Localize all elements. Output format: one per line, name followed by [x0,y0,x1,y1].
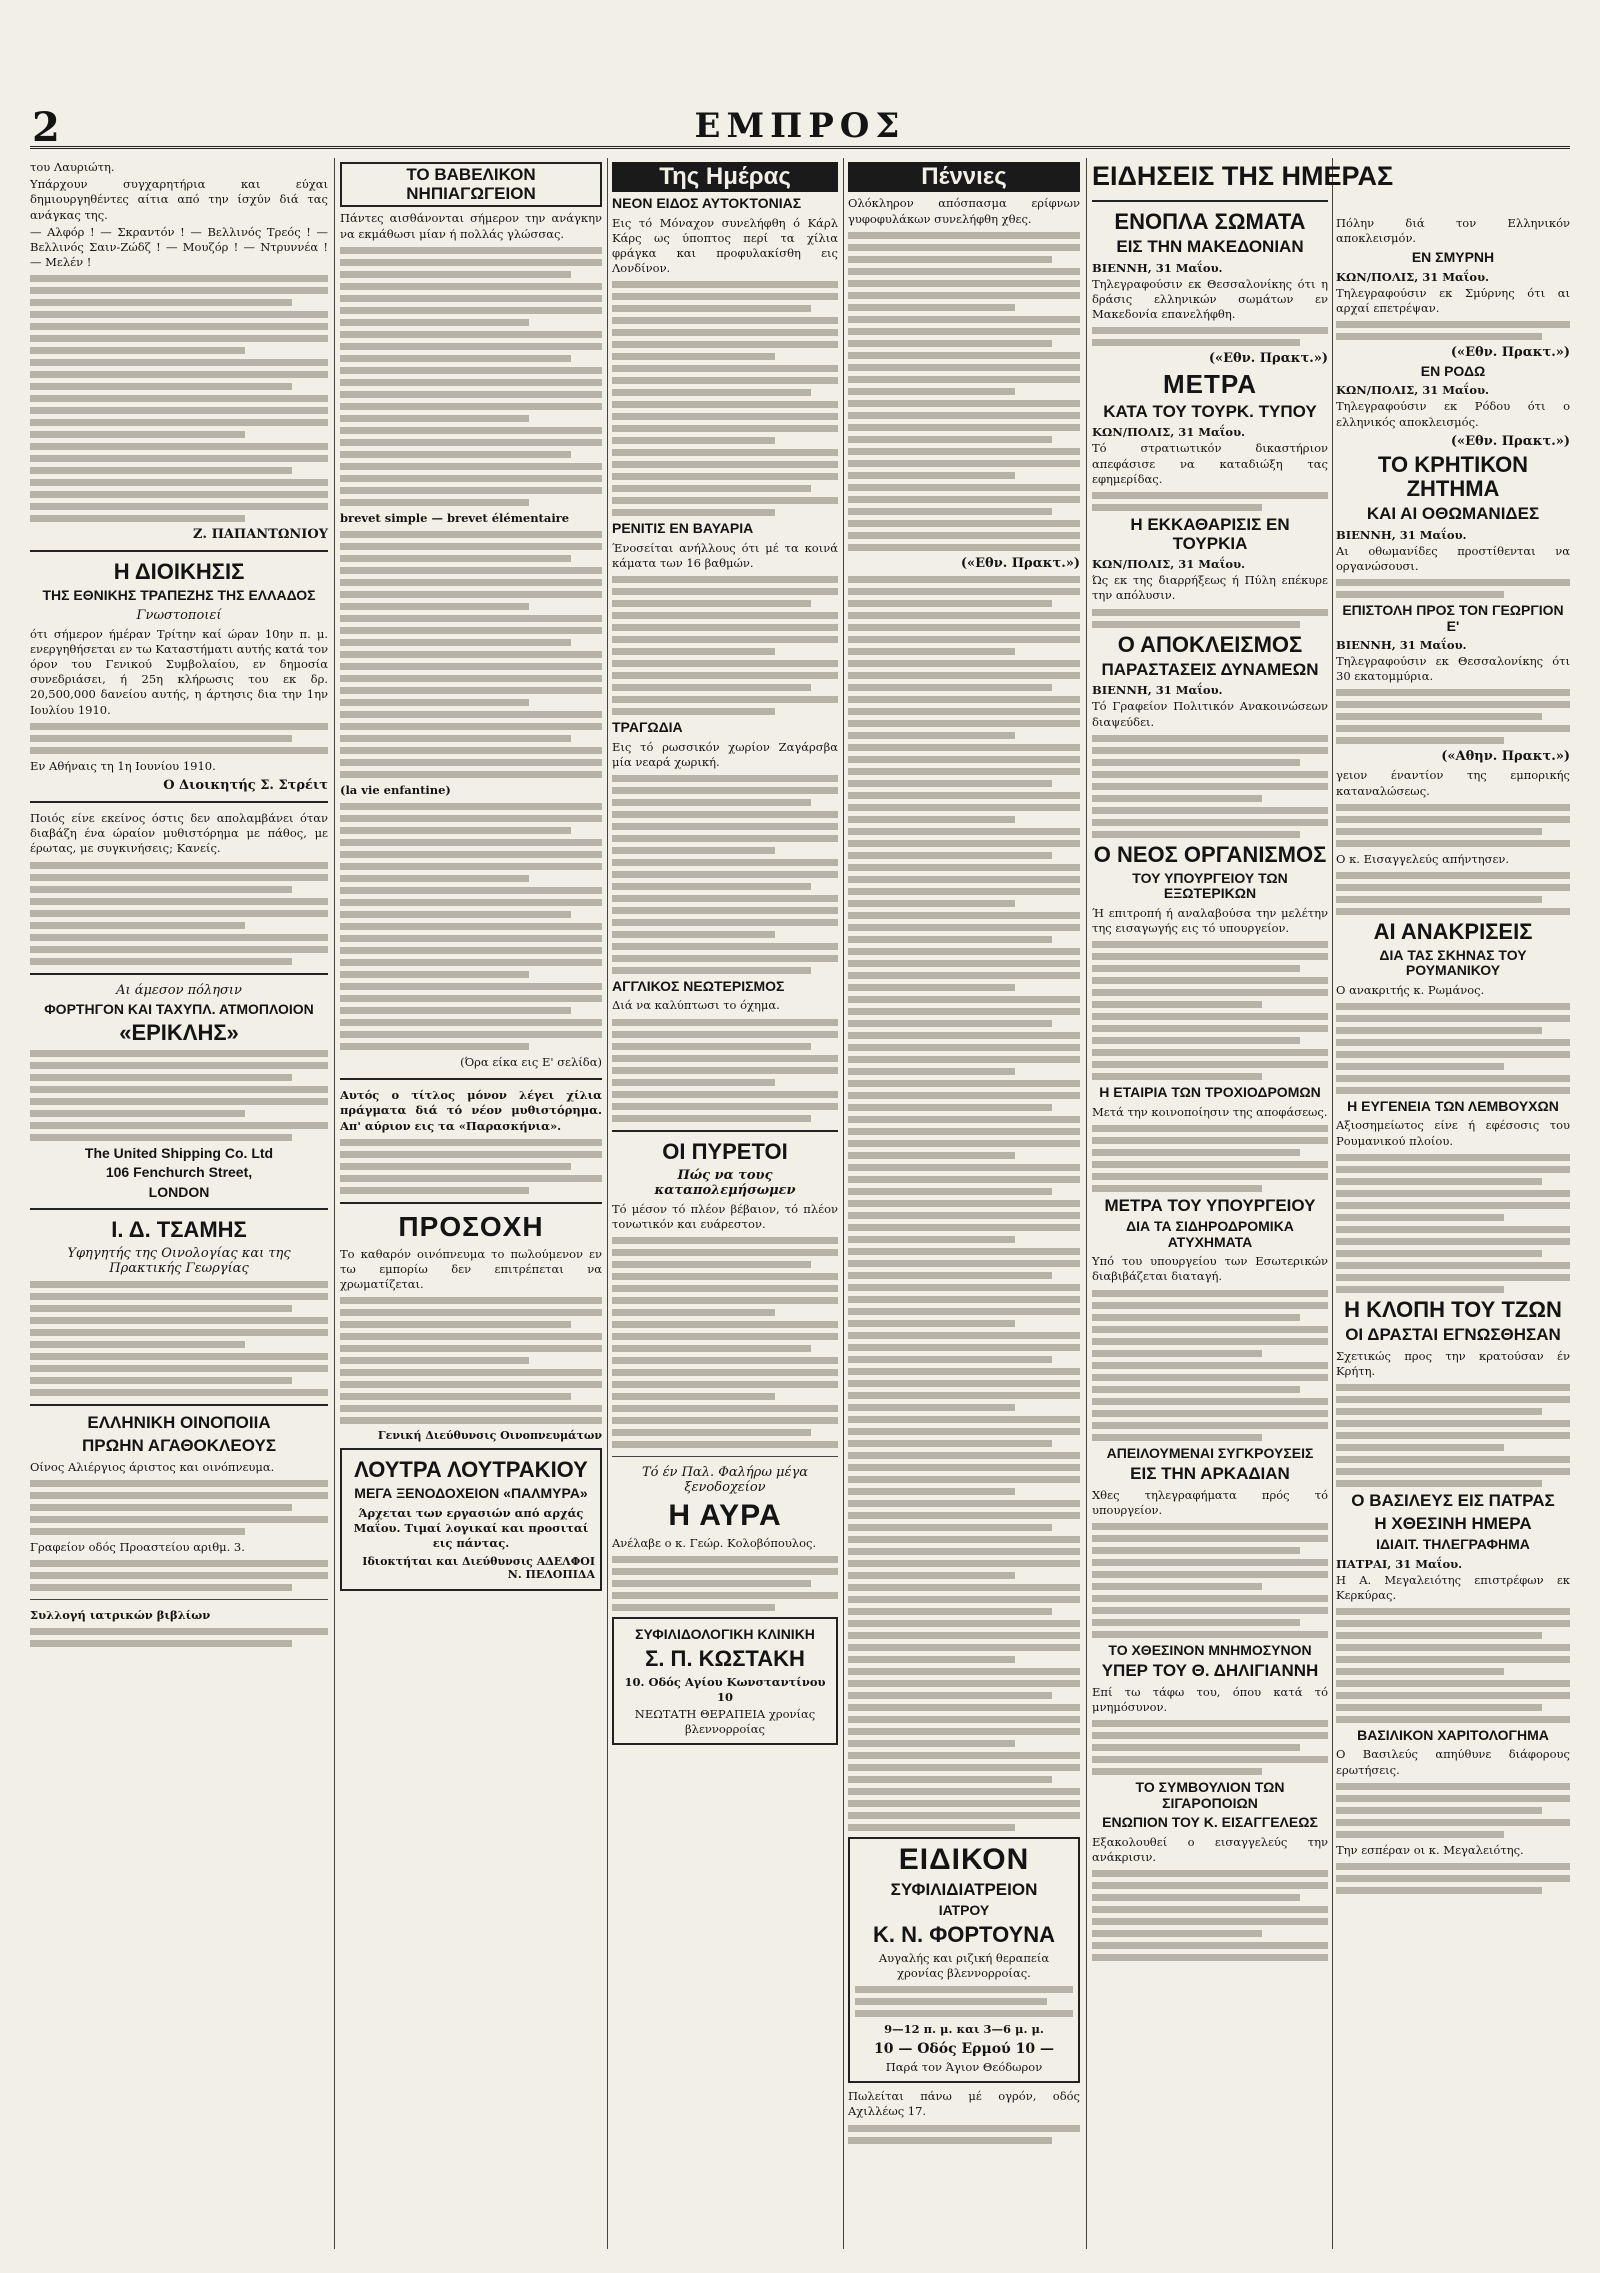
column-5 [1092,158,1394,2251]
notice-signature: Ο Διοικητής Σ. Στρέιτ [163,777,328,793]
fevers-text: Τό μέσον τό πλέον βέβαιον, τό πλέον τονωτικόν και ευάρεστον. [612,1201,838,1231]
c6-h4: ΑΙ ΑΝΑΚΡΙΣΕΙΣ [1373,918,1533,944]
h4b: ΠΑΡΑΣΤΑΣΕΙΣ ΔΥΝΑΜΕΩΝ [1101,659,1319,679]
special-clinic-ad [848,1837,1080,2083]
c6-dateline-3b: ΒΙΕΝΝΗ, 31 Μαΐου. [1336,638,1467,652]
h9: ΤΟ ΧΘΕΣΙΝΟΝ ΜΝΗΜΟΣΥΝΟΝ [1108,1641,1312,1658]
c6-text-9: Την εσπέραν οι κ. Μεγαλειότης. [1336,1842,1524,1857]
notice-subtitle: ΤΗΣ ΕΘΝΙΚΗΣ ΤΡΑΠΕΖΗΣ ΤΗΣ ΕΛΛΑΔΟΣ [42,587,316,604]
sig-1: («Εθν. Πρακτ.») [1208,351,1328,367]
kicker-3: ΤΡΑΓΩΔΙΑ [612,719,683,736]
c6-h6: Η ΚΛΟΠΗ ΤΟΥ ΤΖΩΝ [1344,1296,1562,1322]
text-9: Επί τω τάφω του, όπου κατά τό μνημόσυνον. [1092,1685,1328,1715]
kindergarten-title: ΤΟ ΒΑΒΕΛΙΚΟΝ ΝΗΠΙΑΓΩΓΕΙΟΝ [340,162,602,207]
c6-dateline-7: ΠΑΤΡΑΙ, 31 Μαΐου. [1336,1556,1463,1571]
item-4: Διά να καλύπτωσι το όχημα. [612,998,780,1013]
shipping-city: LONDON [148,1183,210,1200]
notice-label: Γνωστοποιεί [136,607,222,623]
text-5: Ή επιτροπή ή αναλαβούσα την μελέτην της εισαγωγής εις τό υπουργείον. [1092,905,1328,935]
dateline-4: ΒΙΕΝΝΗ, 31 Μαΐου. [1092,683,1223,698]
h5b: ΤΟΥ ΥΠΟΥΡΓΕΙΟΥ ΤΩΝ ΕΞΩΤΕΡΙΚΩΝ [1132,870,1288,902]
notice-text: ότι σήμερον ήμέραν Τρίτην καί ώραν 10ην π. μ. ενεργηθήσεται εν τω Καταστήματι αυτής κατά τον όρον του Γενικού Συμβολαίου, εν δημοσία συνεδριάσει, ή 25η κλήρωσις του εκ δρ. 20,500,000 δανείου αυτής, η άρτησις δια την 1ην Ιουλίου 1910. [30,626,328,717]
clinic-title: ΣΥΦΙΛΙΔΟΛΟΓΙΚΗ ΚΛΙΝΙΚΗ [635,1626,815,1643]
h1b: ΕΙΣ ΤΗΝ ΜΑΚΕΔΟΝΙΑΝ [1116,236,1304,256]
column-1 [30,158,328,2251]
column-rule [1086,158,1087,2249]
special-doctor: Κ. Ν. ΦΟΡΤΟΥΝΑ [872,1921,1056,1947]
kicker-1: ΝΕΟΝ ΕΙΔΟΣ ΑΥΤΟΚΤΟΝΙΑΣ [612,195,802,212]
clinic-name: Σ. Π. ΚΩΣΤΑΚΗ [645,1645,805,1671]
kicker-4: ΑΓΓΛΙΚΟΣ ΝΕΩΤΕΡΙΣΜΟΣ [612,977,785,994]
c6-text-3c: γειον έναντίον της εμπορικής καταναλώσεως. [1336,768,1570,798]
column-rule [843,158,844,2249]
article-intro-1: του Λαυριώτη. [30,160,115,174]
c6-text-4: Ο ανακριτής κ. Ρωμάνος. [1336,982,1485,997]
c6-h8: ΒΑΣΙΛΙΚΟΝ ΧΑΡΙΤΟΛΟΓΗΜΑ [1357,1727,1549,1744]
c6-h4b: ΔΙΑ ΤΑΣ ΣΚΗΝΑΣ ΤΟΥ ΡΟΥΜΑΝΙΚΟΥ [1379,947,1527,979]
special-hours: 9—12 π. μ. και 3—6 μ. μ. [884,2022,1044,2037]
clinic-text: ΝΕΩΤΑΤΗ ΘΕΡΑΠΕΙΑ χρονίας βλεννορροίας [634,1707,816,1737]
c6-text-2: Τηλεγραφούσιν εκ Ρόδου ότι ο ελληνικός αποκλεισμός. [1336,399,1570,429]
h6: Η ΕΤΑΙΡΙΑ ΤΩΝ ΤΡΟΧΙΟΔΡΟΜΩΝ [1099,1084,1321,1101]
h10b: ΕΝΩΠΙΟΝ ΤΟΥ Κ. ΕΙΣΑΓΓΕΛΕΩΣ [1102,1814,1318,1831]
h8b: ΕΙΣ ΤΗΝ ΑΡΚΑΔΙΑΝ [1130,1463,1290,1483]
text-8: Χθες τηλεγραφήματα πρός τό υπουργείον. [1092,1487,1328,1517]
special-name: ΣΥΦΙΛΙΔΙΑΤΡΕΙΟΝ [890,1879,1038,1899]
item-3: Εις τό ρωσσικόν χωρίον Ζαγάρσβα μία νεαρά χωρική. [612,739,838,769]
column-rule [1332,158,1333,2249]
text-10: Εξακολουθεί ο εισαγγελεύς την ανάκρισιν. [1092,1834,1328,1864]
item-2: Ένοσείται ανήλλους ότι μέ τα κοινά κάματα των 16 βαθμών. [612,540,838,571]
dateline-1: ΒΙΕΝΝΗ, 31 Μαΐου. [1092,260,1223,275]
column-rule [334,158,335,2249]
c6-h7: Ο ΒΑΣΙΛΕΥΣ ΕΙΣ ΠΑΤΡΑΣ [1351,1490,1555,1510]
special-title: ΕΙΔΙΚΟΝ [898,1842,1030,1876]
item-1: Εις τό Μόναχον συνελήφθη ό Κάρλ Κάρς ως ύποπτος περί τα χίλια φράγκα και προφυλακίσθη εις Λονδίνον. [612,215,838,276]
kicker-2: ΡΕΝΙΤΙΣ ΕΝ ΒΑΥΑΡΙΑ [612,520,754,537]
kindergarten-opening: Πάντες αισθάνονται σήμερον την ανάγκην να εκμάθωσι μίαν ή πολλάς γλώσσας. [340,211,602,241]
c6-sig-1: («Εθν. Πρακτ.») [1450,345,1570,361]
column-header-pennies: Πέννιες [848,162,1080,192]
column-4 [848,158,1080,2251]
c6-sig-2: («Εθν. Πρακτ.») [1450,433,1570,449]
clinic-ad [612,1617,838,1745]
c6-h7b: Η ΧΘΕΣΙΝΗ ΗΜΕΡΑ [1374,1513,1532,1533]
shipping-title: ΦΟΡΤΗΓΟΝ ΚΑΙ ΤΑΧΥΠΛ. ΑΤΜΟΠΛΟΙΟΝ [44,1000,314,1017]
c6-text-3b: Τηλεγραφούσιν εκ Θεσσαλονίκης ότι 30 εκατομμύρια. [1336,654,1570,684]
h7b: ΔΙΑ ΤΑ ΣΙΔΗΡΟΔΡΟΜΙΚΑ ΑΤΥΧΗΜΑΤΑ [1126,1218,1294,1250]
special-text: Αυγαλής και ριζική θεραπεία χρονίας βλεννορροίας. [878,1951,1050,1981]
c6-h2: ΕΝ ΡΟΔΩ [1420,363,1486,380]
page-number: 2 [32,104,60,151]
shipping-ship-name: «ΕΡΙΚΛΗΣ» [119,1019,239,1045]
kindergarten-note: (Όρα είκα εις Ε' σελίδα) [460,1055,602,1070]
c6-text-5: Αξιοσημείωτος είνε ή εφέσοσις του Ρουμανικού πλοίου. [1336,1118,1570,1148]
article-signature: Ζ. ΠΑΠΑΝΤΩΝΙΟΥ [193,527,328,543]
h8: ΑΠΕΙΛΟΥΜΕΝΑΙ ΣΥΓΚΡΟΥΣΕΙΣ [1106,1444,1314,1461]
c6-h3b: ΚΑΙ ΑΙ ΟΘΩΜΑΝΙΔΕΣ [1366,504,1540,524]
column-6 [1336,214,1570,2251]
dateline-3: ΚΩΝ/ΠΟΛΙΣ, 31 Μαΐου. [1092,557,1246,572]
text-4: Τό Γραφείον Πολιτικόν Ανακοινώσεων διαψεύδει. [1092,699,1328,729]
shipping-intro: Αι άμεσον πόλησιν [116,982,242,998]
h4: Ο ΑΠΟΚΛΕΙΣΜΟΣ [1117,631,1303,657]
text-6: Μετά την κοινοποίησιν της αποφάσεως. [1092,1104,1328,1119]
c6-text-6: Σχετικώς προς την κρατούσαν έν Κρήτη. [1336,1348,1570,1378]
novel-ad: Αυτός ο τίτλος μόνον λέγει χίλια πράγματα διά τό νέον μυθιστόρημα. Απ' αύριον εις τα «Παρασκήνια». [340,1088,602,1133]
h2b: ΚΑΤΑ ΤΟΥ ΤΟΥΡΚ. ΤΥΠΟΥ [1103,401,1317,421]
baths-subtitle: ΜΕΓΑ ΞΕΝΟΔΟΧΕΙΟΝ «ΠΑΛΜΥΡΑ» [354,1485,588,1502]
fevers-title: ΟΙ ΠΥΡΕΤΟΙ [662,1138,788,1164]
notice-date: Εν Αθήναις τη 1η Ιουνίου 1910. [30,758,216,773]
baths-ad [340,1448,602,1591]
pennies-opening: Ολόκληρον απόσπασμα ερίφνων γυφοφυλάκων συνελήφθη χθες. [848,196,1080,226]
column-2 [340,158,602,2251]
aura-text: Ανέλαβε ο κ. Γεώρ. Κολοβόπουλος. [612,1536,817,1551]
baths-title: ΛΟΥΤΡΑ ΛΟΥΤΡΑΚΙΟΥ [354,1457,588,1483]
c6-h7c: ΙΔΙΑΙΤ. ΤΗΛΕΓΡΑΦΗΜΑ [1376,1536,1530,1553]
aura-intro: Τό έν Παλ. Φαλήρω μέγα ξενοδοχείον [641,1465,809,1496]
special-sub: ΙΑΤΡΟΥ [938,1902,990,1919]
c6-sig-3: («Αθην. Πρακτ.») [1441,749,1570,765]
novel-ad-text: Ποιός είνε εκείνος όστις δεν απολαμβάνει όταν διαβάζη ένα ώραίον μυθιστόρημα με πάθος, με έρωτας, με συγκινήσεις; Κανείς. [30,810,328,856]
dateline-2: ΚΩΝ/ΠΟΛΙΣ, 31 Μαΐου. [1092,425,1246,440]
c6-text-7: Η Α. Μεγαλειότης επιστρέφων εκ Κερκύρας. [1336,1572,1570,1602]
c6-h3: ΤΟ ΚΡΗΤΙΚΟΝ ΖΗΤΗΜΑ [1377,451,1529,501]
wine-title: ΕΛΛΗΝΙΚΗ ΟΙΝΟΠΟΙΙΑ [87,1413,271,1433]
text-1: Τηλεγραφούσιν εκ Θεσσαλονίκης ότι η δράσις ελληνικών σωμάτων εν Μακεδονία επανελήφθη. [1092,276,1328,321]
warning-signature: Γενική Διεύθυνσις Οινοπνευμάτων [377,1429,602,1443]
c6-h1: ΕΝ ΣΜΥΡΝΗ [1411,249,1495,266]
c6-text-3: Αι οθωμανίδες προστίθενται να οργανώσουσι. [1336,543,1570,574]
text-7: Υπό του υπουργείου των Εσωτερικών διαβιβάζεται διαταγή. [1092,1254,1328,1284]
fevers-subtitle: Πώς να τους καταπολεμήσωμεν [654,1167,796,1198]
aura-name: Η ΑΥΡΑ [668,1499,782,1533]
wine-text: Οίνος Αλιέργιος άριστος και οινόπνευμα. [30,1459,275,1474]
special-place: Παρά τον Άγιον Θεόδωρον [885,2059,1043,2074]
books-line: Συλλογή ιατρικών βιβλίων [30,1608,211,1623]
baths-signature: Ιδιοκτήται και Διεύθυνσις ΑΔΕΛΦΟΙ Ν. ΠΕΛΟΠΙΔΑ [362,1555,595,1582]
column-header-today: Της Ημέρας [612,162,838,192]
notice-title: Η ΔΙΟΙΚΗΣΙΣ [113,559,245,585]
wine-subtitle: ΠΡΩΗΝ ΑΓΑΘΟΚΛΕΟΥΣ [81,1436,277,1456]
warning-text: Το καθαρόν οινόπνευμα το πωλούμενον εν τω εμπορίω δεν επιτρέπεται να χρωματίζεται. [340,1246,602,1291]
c6-text-8: Ο Βασιλεύς απηύθυνε διάφορους ερωτήσεις. [1336,1747,1570,1777]
clinic-address: 10. Οδός Αγίου Κωνσταντίνου 10 [624,1674,826,1704]
c6-h6b: ΟΙ ΔΡΑΣΤΑΙ ΕΓΝΩΣΘΗΣΑΝ [1345,1324,1561,1344]
kindergarten-brevet: brevet simple — brevet élémentaire [340,510,570,525]
warning-title: ΠΡΟΣΟΧΗ [398,1210,544,1242]
doctor-name: Ι. Δ. ΤΣΑΜΗΣ [111,1217,247,1243]
baths-text: Άρχεται των εργασιών από αρχάς Μαΐου. Τιμαί λογικαί και προσιταί εις πάντας. [353,1505,589,1550]
wine-address: Γραφείον οδός Προαστείου αριθμ. 3. [30,1539,245,1554]
kindergarten-vie: (la vie enfantine) [340,782,451,797]
column-3 [612,158,838,2251]
h3: Η ΕΚΚΑΘΑΡΙΣΙΣ ΕΝ ΤΟΥΡΚΙΑ [1130,514,1290,553]
news-header: ΕΙΔΗΣΕΙΣ ΤΗΣ ΗΜΕΡΑΣ [1092,161,1394,191]
article-intro-2: Υπάρχουν συγχαρητήρια και εύχαι δημιουργηθέντες αίτια από την ίσχύν διά τας ανάγκας της. [30,177,328,222]
h7: ΜΕΤΡΑ ΤΟΥ ΥΠΟΥΡΓΕΙΟΥ [1104,1195,1316,1215]
h5: Ο ΝΕΟΣ ΟΡΓΑΝΙΣΜΟΣ [1093,841,1327,867]
h2: ΜΕΤΡΑ [1162,369,1258,400]
text-3: Ώς εκ της διαρρήξεως ή Πύλη επέκυρε την απόλυσιν. [1092,573,1328,603]
c6-h3c: ΕΠΙΣΤΟΛΗ ΠΡΟΣ ΤΟΝ ΓΕΩΡΓΙΟΝ Ε' [1342,602,1564,634]
special-address: 10 — Οδός Ερμού 10 — [873,2040,1054,2057]
c6-text-3d: Ο κ. Εισαγγελεύς απήντησεν. [1336,851,1510,866]
c6-dateline-1: ΚΩΝ/ΠΟΛΙΣ, 31 Μαΐου. [1336,269,1490,284]
pennies-signature: («Εθν. Πρακτ.») [960,555,1080,571]
c6-dateline-3: ΒΙΕΝΝΗ, 31 Μαΐου. [1336,527,1467,542]
masthead [30,104,1570,151]
doctor-line: Υφηγητής της Οινολογίας και της Πρακτικής Γεωργίας [67,1246,291,1277]
h1: ΕΝΟΠΛΑ ΣΩΜΑΤΑ [1114,208,1306,234]
article-intro-3: — Αλφόρ ! — Σκραντόν ! — Βελλινός Τρεός ! — Βελλινός Σαιν-Ζώδζ ! — Μουζόρ ! — Ντρυννέα ! — Μελέν ! [30,224,328,270]
c6-line-1: Πόλην διά τον Ελληνικόν αποκλεισμόν. [1336,216,1570,246]
h10: ΤΟ ΣΥΜΒΟΥΛΙΟΝ ΤΩΝ ΣΙΓΑΡΟΠΟΙΩΝ [1135,1779,1285,1811]
pennies-closing: Πωλείται πάνω μέ ογρόν, οδός Αχιλλέως 17. [848,2089,1080,2119]
shipping-address: 106 Fenchurch Street, [105,1164,253,1181]
c6-dateline-2: ΚΩΝ/ΠΟΛΙΣ, 31 Μαΐου. [1336,383,1490,398]
text-2: Τό στρατιωτικόν δικαστήριον απεφάσισε να καταδιώξη τας εφημερίδας. [1092,441,1328,486]
c6-text-1: Τηλεγραφούσιν εκ Σμύρνης ότι αι αρχαί επετρέψαν. [1336,285,1570,315]
h9b: ΥΠΕΡ ΤΟΥ Θ. ΔΗΛΙΓΙΑΝΝΗ [1101,1661,1319,1681]
c6-h5: Η ΕΥΓΕΝΕΙΑ ΤΩΝ ΛΕΜΒΟΥΧΩΝ [1347,1098,1559,1114]
paper-name: ΕΜΠΡΟΣ [694,106,906,146]
shipping-company: The United Shipping Co. Ltd [84,1145,274,1162]
column-rule [607,158,608,2249]
